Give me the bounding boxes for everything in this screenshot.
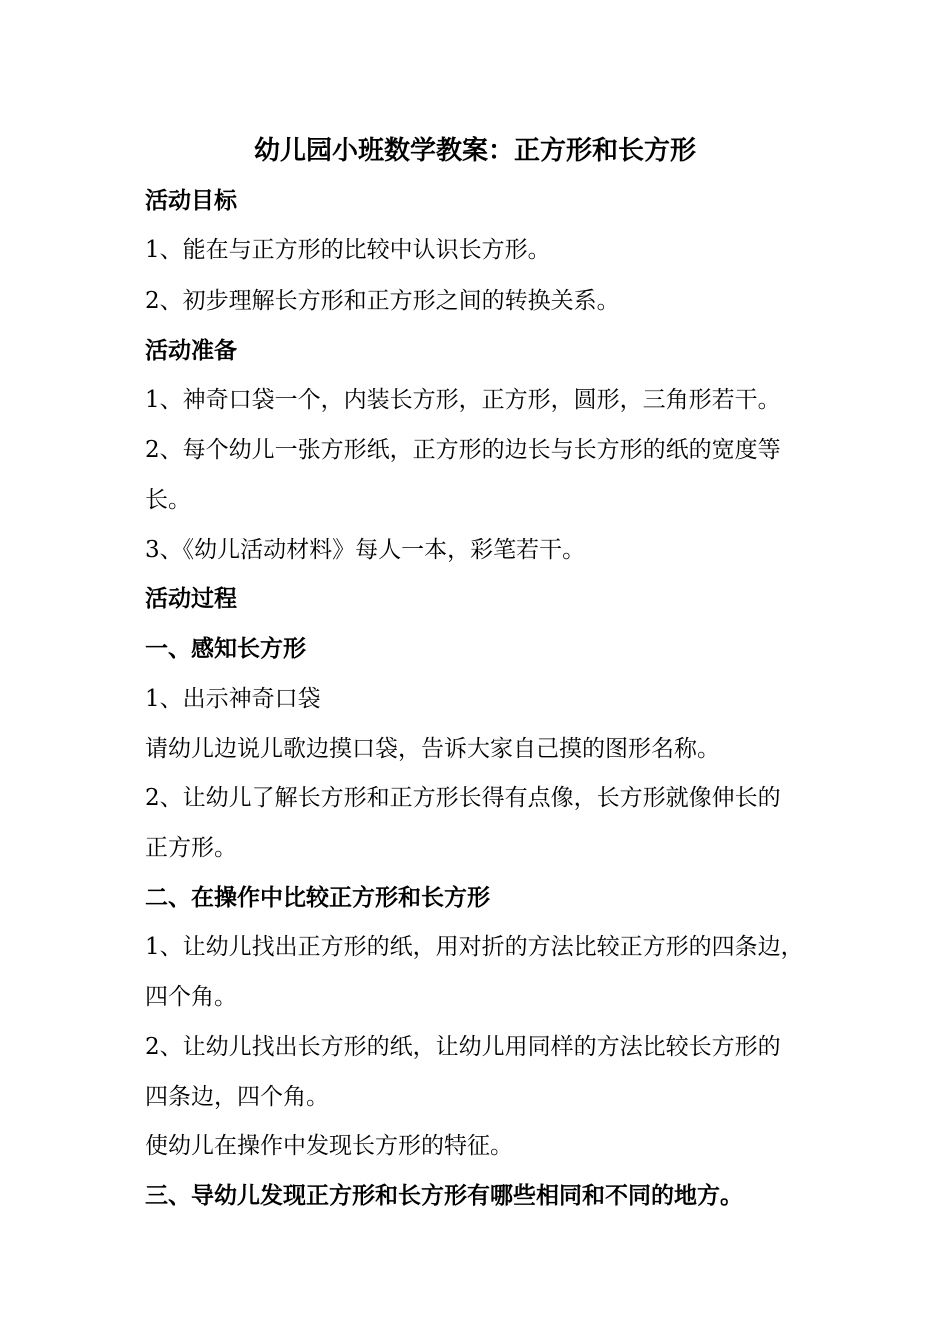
part1-item-1: 1、出示神奇口袋 <box>145 686 321 712</box>
goal-item-1: 1、能在与正方形的比较中认识长方形。 <box>145 237 551 263</box>
prep-item-1: 1、神奇口袋一个，内装长方形，正方形，圆形，三角形若干。 <box>145 387 781 413</box>
prep-heading: 活动准备 <box>145 337 237 364</box>
goal-heading: 活动目标 <box>145 187 237 214</box>
part2-item-1-line-1: 1、让幼儿找出正方形的纸，用对折的方法比较正方形的四条边， <box>145 934 804 960</box>
process-heading: 活动过程 <box>145 585 237 612</box>
part1-item-1-desc: 请幼儿边说儿歌边摸口袋，告诉大家自己摸的图形名称。 <box>145 736 720 762</box>
part2-item-2-line-2: 四条边，四个角。 <box>145 1084 329 1110</box>
part1-heading: 一、感知长方形 <box>145 635 306 662</box>
part2-summary: 使幼儿在操作中发现长方形的特征。 <box>145 1133 513 1159</box>
part3-heading: 三、导幼儿发现正方形和长方形有哪些相同和不同的地方。 <box>145 1182 743 1209</box>
part1-item-2-line-2: 正方形。 <box>145 835 237 861</box>
part1-item-2-line-1: 2、让幼儿了解长方形和正方形长得有点像，长方形就像伸长的 <box>145 785 781 811</box>
prep-item-2-line-2: 长。 <box>145 487 191 513</box>
part2-item-1-line-2: 四个角。 <box>145 984 237 1010</box>
part2-heading: 二、在操作中比较正方形和长方形 <box>145 884 490 911</box>
part2-item-2-line-1: 2、让幼儿找出长方形的纸，让幼儿用同样的方法比较长方形的 <box>145 1034 781 1060</box>
document-title: 幼儿园小班数学教案：正方形和长方形 <box>253 136 696 166</box>
goal-item-2: 2、初步理解长方形和正方形之间的转换关系。 <box>145 288 620 314</box>
prep-item-2-line-1: 2、每个幼儿一张方形纸，正方形的边长与长方形的纸的宽度等 <box>145 437 781 463</box>
prep-item-3: 3、《幼儿活动材料》每人一本，彩笔若干。 <box>145 537 586 563</box>
